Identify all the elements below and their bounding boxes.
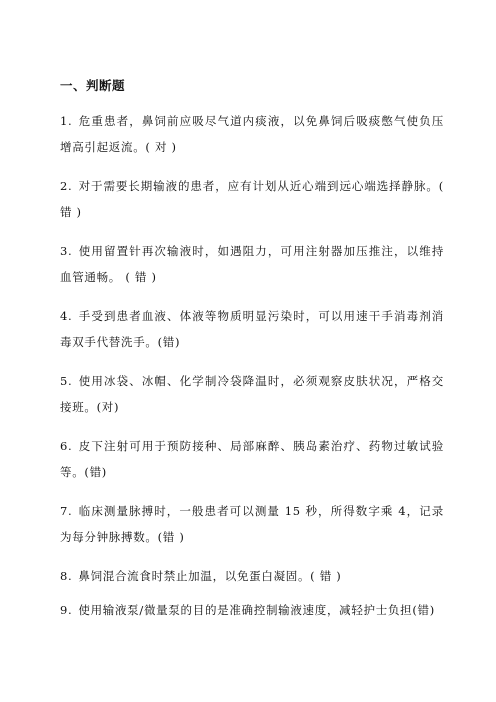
question-number: 1. — [60, 114, 73, 128]
question-number: 2. — [60, 179, 73, 193]
question-text: 鼻饲混合流食时禁止加温，以免蛋白凝固。( 错 ) — [78, 569, 342, 583]
question-number: 7. — [60, 504, 73, 518]
question-number: 3. — [60, 244, 73, 258]
question-number: 4. — [60, 309, 73, 323]
question-text: 皮下注射可用于预防接种、局部麻醉、胰岛素治疗、药物过敏试验等。(错) — [60, 439, 444, 479]
question-text: 使用留置针再次输液时，如遇阻力，可用注射器加压推注，以维持血管通畅。 ( 错 ) — [60, 244, 444, 284]
question-item — [60, 173, 444, 225]
question-text: 对于需要长期输液的患者，应有计划从近心端到远心端选择静脉。( 错 ) — [60, 179, 444, 219]
question-item — [60, 433, 444, 485]
question-text: 手受到患者血液、体液等物质明显污染时，可以用速干手消毒剂消毒双手代替洗手。(错) — [60, 309, 444, 349]
question-number: 8. — [60, 569, 73, 583]
question-text: 临床测量脉搏时，一般患者可以测量 15 秒，所得数字乘 4，记录为每分钟脉搏数。(错 ) — [60, 504, 444, 544]
question-item — [60, 108, 444, 160]
question-number: 9. — [60, 603, 73, 617]
question-item — [60, 303, 444, 355]
question-number: 6. — [60, 439, 73, 453]
question-item — [60, 498, 444, 550]
question-item — [60, 238, 444, 290]
question-number: 5. — [60, 374, 73, 388]
question-text: 危重患者，鼻饲前应吸尽气道内痰液，以免鼻饲后吸痰憋气使负压增高引起返流。( 对 ) — [60, 114, 444, 154]
question-text: 使用输液泵/微量泵的目的是准确控制输液速度，减轻护士负担(错) — [78, 603, 435, 617]
section-heading: 一、判断题 — [60, 78, 126, 93]
question-item — [60, 368, 444, 420]
question-text: 使用冰袋、冰帽、化学制冷袋降温时，必须观察皮肤状况，严格交接班。(对) — [60, 374, 444, 414]
question-item — [60, 597, 444, 623]
question-item — [60, 563, 444, 589]
